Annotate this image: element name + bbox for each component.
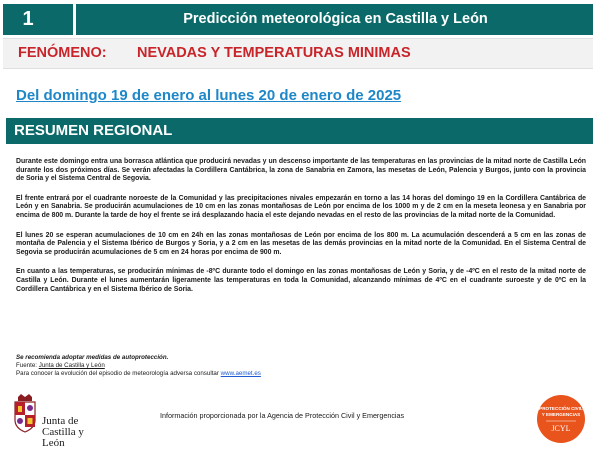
svg-text:Y EMERGENCIAS: Y EMERGENCIAS <box>541 412 581 417</box>
coat-of-arms-icon <box>12 394 38 440</box>
phenomenon-value: NEVADAS Y TEMPERATURAS MINIMAS <box>137 45 411 61</box>
summary-paragraph: En cuanto a las temperaturas, se producirán mínimas de -8ºC durante todo el domingo en las zonas montañosas de León y Soria, y de -4ºC en el resto de la mitad norte de Castilla y León. Durante el lunes aumentarán ligeramente las temperaturas en toda la Comunidad, alcanzando mínimas de 4ºC en el cuadrante suroeste y de 0ºC en la Cordillera Cantábrica y en el Sistema Ibérico de Soria. <box>16 268 586 293</box>
aemet-link[interactable]: www.aemet.es <box>220 370 261 378</box>
evolution-text: Para conocer la evolución del episodio de meteorología adversa consultar <box>16 370 219 378</box>
recommendation-note: Se recomienda adoptar medidas de autoprotección. <box>16 354 169 361</box>
proteccion-civil-logo <box>536 394 586 444</box>
junta-castilla-leon-logo <box>12 394 102 449</box>
source-line <box>16 362 416 370</box>
svg-text:JCYL: JCYL <box>551 424 571 433</box>
source-label: Fuente: <box>16 362 37 370</box>
svg-text:PROTECCIÓN CIVIL: PROTECCIÓN CIVIL <box>539 406 583 411</box>
footnotes <box>16 354 416 379</box>
date-range-link[interactable]: Del domingo 19 de enero al lunes 20 de enero de 2025 <box>16 87 402 104</box>
header-divider <box>73 4 76 35</box>
bulletin-number: 1 <box>22 8 34 30</box>
summary-paragraph: Durante este domingo entra una borrasca atlántica que producirá nevadas y un descenso importante de las temperaturas en las provincias de la mitad norte de Castilla León durante los dos próximos días. Se verán afectadas la Cordillera Cantábrica, la zona de Sanabria en Zamora, las mesetas de León, Palencia y Burgos, junto con la provincia de Soria y el Sistema Central de Segovia. <box>16 158 586 183</box>
footer-info: Información proporcionada por la Agencia de Protección Civil y Emergencias <box>160 411 405 420</box>
proteccion-civil-icon <box>536 394 586 444</box>
summary-paragraph: El lunes 20 se esperan acumulaciones de 10 cm en 24h en las zonas montañosas de León por encima de los 800 m. La acumulación descenderá a 5 cm en las zonas de montaña de Palencia y el Sistema Ibérico de Burgos y Soria, y a 2 cm en las mesetas de las demás provincias en la mitad norte de la Comunidad. En el Sistema Central de Segovia se producirán acumulaciones de 5 cm en 24 horas por encima de 900 m. <box>16 231 586 256</box>
source-link[interactable]: Junta de Castilla y León <box>38 362 105 370</box>
phenomenon-bar <box>3 38 593 69</box>
phenomenon-label: FENÓMENO: <box>18 45 107 61</box>
evolution-line <box>16 370 416 378</box>
page-title: Predicción meteorológica en Castilla y León <box>183 11 488 27</box>
summary-paragraph: El frente entrará por el cuadrante noroeste de la Comunidad y las precipitaciones nivales empezarán en torno a las 14 horas del domingo 19 en la Cordillera Cantábrica de León y en Sanabria. Se producirán acumulaciones de 10 cm en las zonas montañosas de León por encima de los 1000 m y de 2 cm en la meseta leonesa y en Sanabria por encima de 800 m. Durante la tarde de hoy el frente se irá desplazando hacia el este dejando nevadas en el resto de las provincias de la mitad norte de la Comunidad. <box>16 194 586 219</box>
section-header <box>6 118 593 144</box>
regional-summary <box>16 158 586 305</box>
section-title: RESUMEN REGIONAL <box>14 122 173 139</box>
junta-logo-text: Junta de Castilla y León <box>42 415 84 449</box>
header-bar <box>3 4 593 38</box>
